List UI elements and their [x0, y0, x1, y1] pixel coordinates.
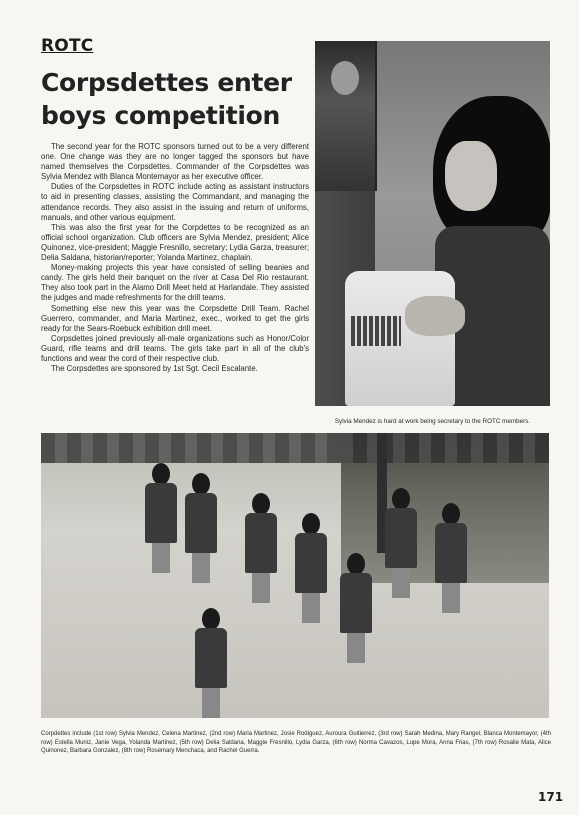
typewriter-keys — [351, 316, 401, 346]
photo-hand — [405, 296, 465, 336]
photo-person — [181, 473, 221, 583]
photo-person — [291, 513, 331, 623]
article-paragraph: Money-making projects this year have consisted of selling beanies and candy. The girls held their banquet on the river at Casa Del Rio restaurant. They also took part in the Alamo Drill Meet held at Harlandale. They assisted the judges and made refreshments for the drill teams. — [41, 263, 309, 303]
photo-typing-secretary — [315, 41, 550, 406]
photo-top-caption: Sylvia Mendez is hard at work being secretary to the ROTC members. — [334, 418, 531, 425]
article-body — [41, 142, 309, 374]
photo-bushes — [41, 433, 549, 463]
article-paragraph: Corpsdettes joined previously all-male organizations such as Honor/Color Guard, rifle teams and drill teams. The girls take part in all of the club's functions and wear the cord of their respective club. — [41, 333, 309, 363]
photo-drill-team — [41, 433, 549, 718]
poster-face — [331, 61, 359, 95]
page-number: 171 — [538, 790, 564, 804]
photo-person — [191, 608, 243, 718]
section-label: ROTC — [41, 36, 94, 56]
photo-person — [141, 463, 181, 573]
article-paragraph: Duties of the Corpsdettes in ROTC include acting as assistant instructors to aid in presenting classes, assisting the Commandant, and managing the attendance records. They also assist in the issuing and return of uniforms, manuals, and other various equipment. — [41, 182, 309, 222]
headline: Corpsdettes enter boys competition — [41, 68, 292, 130]
photo-person — [241, 493, 281, 603]
article-paragraph: Something else new this year was the Corpsdette Drill Team. Rachel Guerrero, commander, and Maria Martinez, exec., worked to get the girls ready for the Sears-Roebuck exhibition drill meet. — [41, 303, 309, 333]
article-paragraph: This was also the first year for the Corpdettes to be recognized as an official school organization. Club officers are Sylvia Mendez, president; Alice Quinonez, vice-president; Maggie Fresnillo, secretary; Lydia Garza, treasurer; Delia Saldana, historian/reporter; Yolanda Martinez, chaplain. — [41, 222, 309, 263]
photo-person — [381, 488, 421, 598]
photo-bottom-caption: Corpdettes include (1st row) Sylvia Mendez, Celena Martinez, (2nd row) Maria Martinez, Josie Rodiguez, Auroura Guitierrez, (3rd row) Sarah Medina, Mary Rangel, Blanca Montemayor, (4th row) Estella Muniz, Janie Vega, Yolanda Martinez, (5th row) Delia Saldana, Maggie Fresnillo, Lydia Garza, (6th row) Norma Cavazos, Lupe Mora, Anna Frias, (7th row) Rosalie Mata, Alice Quinonez, Barbara Gonzalez, (8th row) Rosemary Menchaca, and Rachel Guerra. — [41, 731, 551, 754]
photo-person — [431, 503, 471, 613]
article-paragraph: The Corpsdettes are sponsored by 1st Sgt. Cecil Escalante. — [51, 364, 258, 374]
article-paragraph: The second year for the ROTC sponsors turned out to be a very different one. One change was they are no longer tagged the sponsors but have named themselves the Corpsdettes. Commander of the Corpsdettes was Sylvia Mendez with Blanca Montemayor as her executive officer. — [41, 142, 309, 182]
photo-person — [336, 553, 376, 663]
photo-poster — [315, 41, 377, 191]
photo-face — [445, 141, 497, 211]
